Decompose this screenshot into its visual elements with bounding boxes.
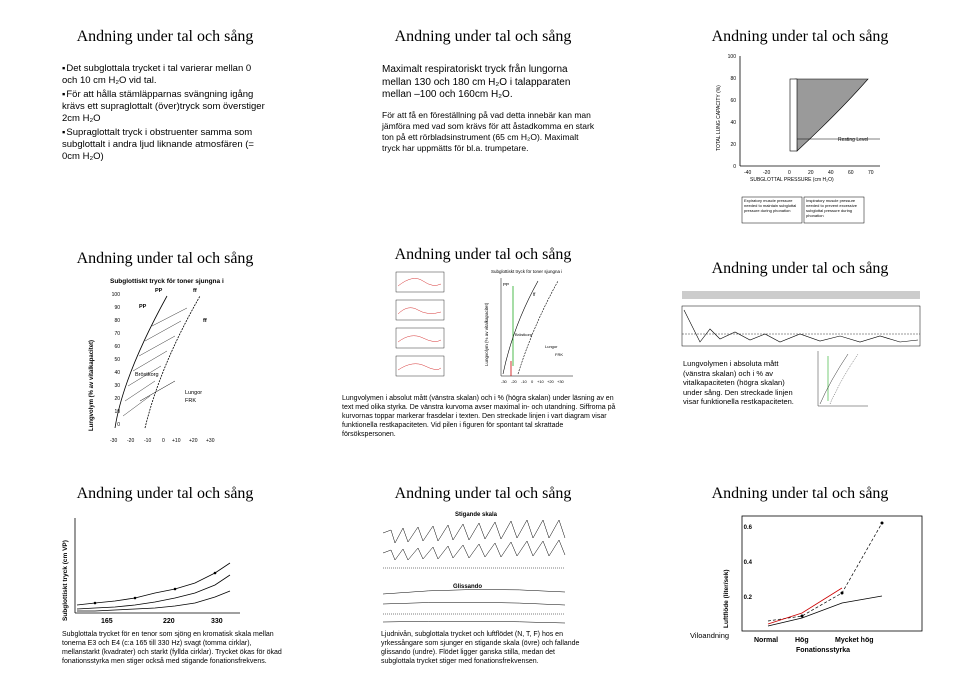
x-tick: 0 [788,170,791,176]
slide-title: Andning under tal och sång [76,250,254,267]
y-axis-label: Lungvolym (% av vitalkapacitet) [89,339,95,431]
y-tick: 0.2 [743,595,752,601]
brostkorg-label: Bröstkorg [515,332,533,337]
y-tick: 0 [733,164,736,170]
series-red [768,588,842,624]
x-tick: 330 [211,618,223,625]
bullet-item: ▪ Supraglottalt tryck i obstruenter samma som subglottalt i andra ljud liknande atmosfären (= 0cm H₂O) [62,127,267,163]
bottom-figure-label: Glissando [453,584,483,590]
legend-text-right: Inspiratory muscle pressure needed to prevent excessive subglottal pressure during phonation [806,198,857,218]
slide-caption: Lungvolymen i absoluta mått (vänstra skalan) och i % av vitalkapaciteten (högra skalan) under sång. Den streckade linjen visar funktionella restkapaciteten. [683,359,794,406]
lung-volume-pressure-figure [15,276,315,461]
slide-title: Andning under tal och sång [76,485,254,502]
ff-label: ff [193,288,197,294]
y-tick: 60 [730,98,736,104]
bullet-item: ▪ Det subglottala trycket i tal varierar mellan 0 och 10 cm H₂O vid tal. [62,63,267,87]
lungor-label: Lungor [545,344,558,349]
figure-heading: Subglottiskt tryck för toner sjungna i [110,278,224,285]
x-tick: Hög [795,637,809,644]
x-axis-label: Fonationsstyrka [796,647,851,654]
slide-3 [650,16,950,231]
legend-text-left: Expiratory muscle pressure needed to maintain subglottal pressure during phonation [744,198,797,213]
x-axis-label: SUBGLOTTAL PRESSURE (cm H₂O) [750,177,834,183]
slide-caption: Viloandning [690,631,730,640]
x-tick: 0 [531,379,534,384]
scale-glissando-figure [333,508,633,633]
slide-caption: Lungvolymen i absolut mått (vänstra skalan) och i % (högra skalan) under läsning av en text med olika styrka. De vänstra kurvorna avser maximal in- och utandning. Siffrorna på kurvornas toppar markerar frasdelar i texten. Den streckade linjen i vart diagram visar funktionella restkapaciteten. Vid pilen i figuren för spontant tal skrattade försökspersonen. [342,395,616,438]
y-tick: 10 [114,409,120,415]
x-tick: -20 [763,170,771,176]
ff-label: ff [203,318,207,324]
x-tick: 220 [163,618,175,625]
y-tick: 80 [730,76,736,82]
x-tick: -40 [744,170,752,176]
frk-line [140,381,175,401]
brostkorg-label: Bröstkorg [135,372,159,378]
series-medium [77,575,230,609]
y-tick: 40 [730,120,736,126]
slide-title: Andning under tal och sång [394,28,572,45]
x-tick: +10 [172,438,181,444]
x-tick: 40 [828,170,834,176]
x-tick: 0 [162,438,165,444]
y-tick: 100 [727,54,736,60]
x-tick: 165 [101,618,113,625]
slide-bullets [62,63,267,165]
slide-caption: Ljudnivån, subglottala trycket och luftflödet (N, T, F) hos en yrkessångare som sjunger en stigande skala (övre) och fallande glissando (undre). Flödet ligger ganska stilla, medan det subglottala trycket stiger med fonationsfrekvensen. [381,631,580,665]
x-tick: +20 [189,438,198,444]
y-tick: 90 [114,305,120,311]
y-tick: 50 [114,357,120,363]
x-tick: +20 [547,379,554,384]
x-tick: +30 [206,438,215,444]
slide-title: Andning under tal och sång [76,28,254,45]
resting-level-label: Resting Level [838,137,869,143]
x-tick: Normal [754,637,779,644]
y-axis-label: TOTAL LUNG CAPACITY (%) [716,85,722,151]
breathing-curves-figure [333,266,633,391]
slide-title: Andning under tal och sång [394,485,572,502]
series-dashed [768,523,882,621]
x-tick: 70 [868,170,874,176]
x-tick: -20 [127,438,135,444]
y-tick: 60 [114,344,120,350]
x-tick: -20 [511,379,517,384]
x-tick: -30 [110,438,118,444]
chest-curve [115,296,167,428]
slide-title: Andning under tal och sång [711,260,889,277]
expiratory-area [790,79,797,151]
slide-8 [333,473,633,688]
frk-label: FRK [555,352,563,357]
slide-title: Andning under tal och sång [711,485,889,502]
y-tick: 40 [114,370,120,376]
paragraph: För att få en föreställning på vad detta innebär kan man jämföra med vad som krävs för att åstadkomma en stark ton på ett rörbladsinstrument (65 cm H₂O). Maximalt tryck har uppmätts för bl.a. trumpetare. [382,109,595,153]
y-axis-label: Subglottiskt tryck (cm VP) [62,540,69,621]
slide-title: Andning under tal och sång [394,246,572,263]
y-tick: 80 [114,318,120,324]
subglottal-pressure-chart [15,513,315,628]
lungor-label: Lungor [185,390,203,396]
volume-curve [684,310,918,342]
pp-label: PP [155,288,163,294]
pp-label: PP [139,304,147,310]
lung-curve [145,296,203,428]
x-tick: -30 [501,379,507,384]
y-tick: 100 [111,292,120,298]
slide-5 [333,238,633,453]
y-tick: 20 [730,142,736,148]
pp-label: PP [503,282,510,287]
y-tick: 0.6 [743,525,752,531]
top-figure-label: Stigande skala [455,512,498,518]
y-tick: 0.4 [743,560,752,566]
slide-4 [15,238,315,453]
slide-6 [650,238,950,453]
bullet-item: ▪ För att hålla stämläpparnas svängning igång krävs ett supraglottalt (över)tryck som överstiger 2cm H₂O [62,89,267,125]
paragraph: Maximalt respiratoriskt tryck från lungorna mellan 130 och 180 cm H₂O i talapparaten mellan –100 och 160cm H₂O. [382,64,571,100]
lung-capacity-figure [650,51,950,231]
x-tick: +10 [537,379,544,384]
frk-label: FRK [185,398,196,404]
slide-body [382,64,597,156]
slide-caption: Subglottala trycket för en tenor som sjöng en kromatisk skala mellan tonerna E3 och E4 (c:a 165 till 330 Hz) svagt (tomma cirklar), mellanstarkt (kvadrater) och starkt (fyllda cirklar). Trycket ökas för ökad fonationsstyrka men stiger också med stigande fonationsfrekvens. [62,631,282,665]
x-tick: -10 [144,438,152,444]
x-tick: 20 [808,170,814,176]
series-strong [77,563,230,605]
slide-2 [333,16,633,231]
y-tick: 20 [114,396,120,402]
x-tick: 60 [848,170,854,176]
airflow-chart [650,508,950,683]
x-tick: +30 [557,379,564,384]
y-axis-label: Lungvolym (% av vitalkapacitet) [484,302,489,366]
slide-7 [15,473,315,688]
slide-title: Andning under tal och sång [711,28,889,45]
y-tick: 0 [117,422,120,428]
series-solid [768,596,882,626]
slide-1 [15,16,315,231]
x-tick: Mycket hög [835,637,874,644]
x-tick: -10 [521,379,527,384]
y-tick: 70 [114,331,120,337]
figure-heading: Subglottiskt tryck för toner sjungna i [491,269,563,274]
ff-label: ff [533,292,536,297]
small-pressure-figure [808,346,878,416]
y-axis-label: Luftflöde (liter/sek) [723,569,730,628]
y-tick: 30 [114,383,120,389]
slide-9 [650,473,950,688]
